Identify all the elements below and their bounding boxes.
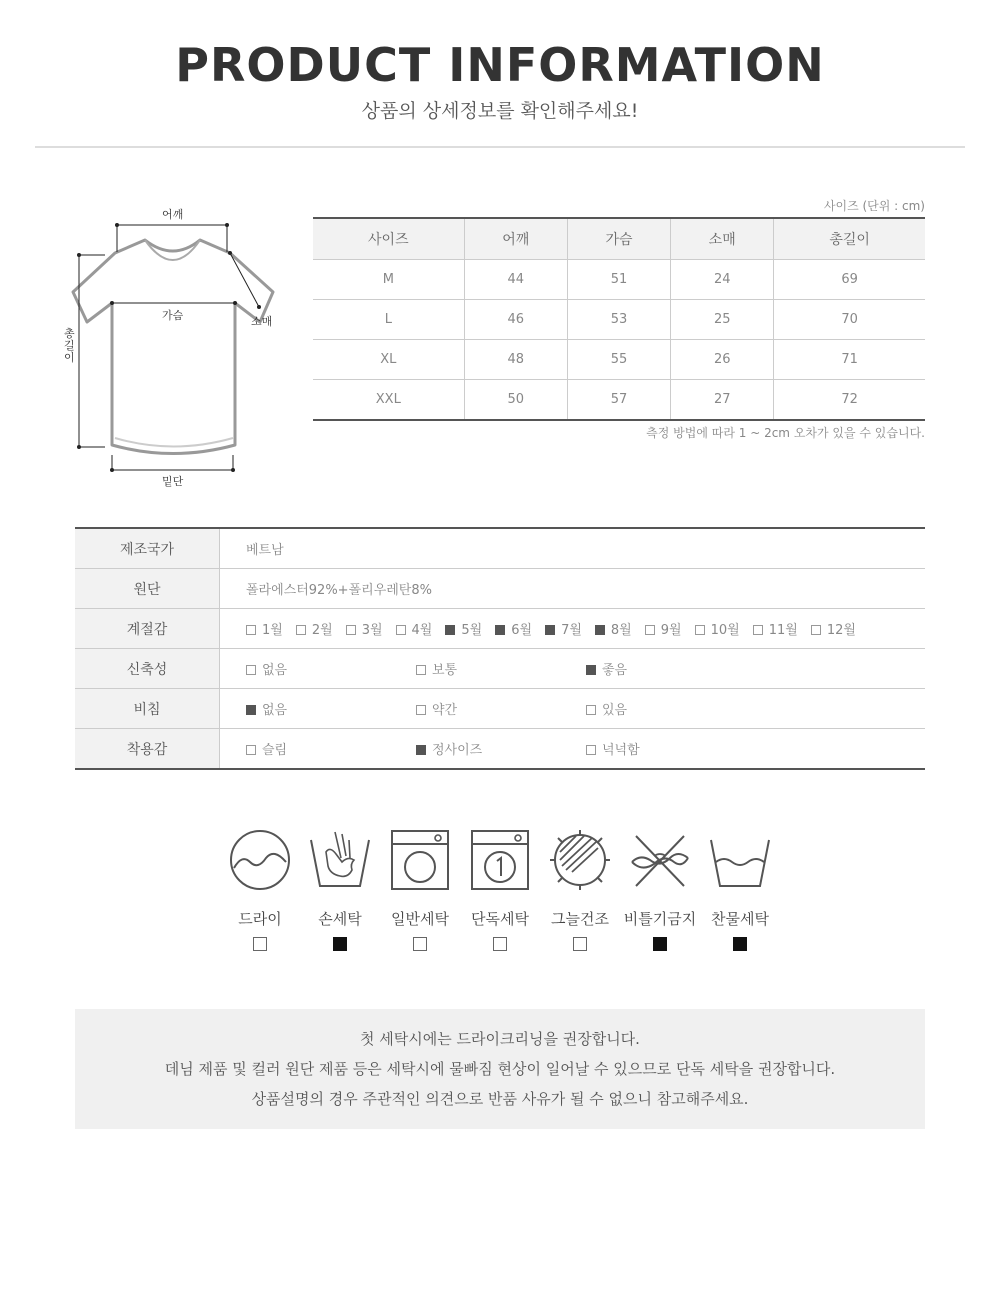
unchecked-box bbox=[645, 625, 655, 635]
notice-line: 첫 세탁시에는 드라이크리닝을 권장합니다. bbox=[360, 1030, 640, 1048]
option-item bbox=[246, 619, 283, 638]
option-item bbox=[645, 619, 682, 638]
row-label: 계절감 bbox=[75, 609, 220, 649]
table-cell: 48 bbox=[464, 340, 567, 380]
care-checkbox bbox=[333, 937, 347, 951]
care-label: 드라이 bbox=[238, 910, 282, 928]
option-item bbox=[586, 739, 756, 758]
hem-label: 밑단 bbox=[162, 475, 184, 488]
care-label: 단독세탁 bbox=[471, 910, 529, 928]
unchecked-box bbox=[396, 625, 406, 635]
option-item bbox=[695, 619, 740, 638]
fit-options bbox=[220, 729, 926, 770]
option-item bbox=[495, 619, 532, 638]
care-checkbox bbox=[653, 937, 667, 951]
table-cell: 46 bbox=[464, 300, 567, 340]
country-value: 베트남 bbox=[246, 543, 284, 558]
option-label: 7월 bbox=[561, 623, 582, 638]
option-label: 10월 bbox=[710, 623, 740, 638]
option-item bbox=[586, 659, 756, 678]
care-checkbox bbox=[253, 937, 267, 951]
table-cell: 25 bbox=[671, 300, 774, 340]
table-header-row bbox=[313, 218, 925, 260]
column-header: 총길이 bbox=[774, 218, 925, 260]
option-item bbox=[545, 619, 582, 638]
option-label: 9월 bbox=[660, 623, 682, 638]
unchecked-box bbox=[811, 625, 821, 635]
no-wring-icon bbox=[628, 828, 692, 892]
option-label: 2월 bbox=[311, 623, 333, 638]
care-item-hand-wash bbox=[300, 828, 380, 951]
table-cell: 72 bbox=[774, 380, 925, 421]
hand-wash-icon bbox=[308, 828, 372, 892]
option-item bbox=[586, 699, 756, 718]
row-label: 비침 bbox=[75, 689, 220, 729]
option-item bbox=[811, 619, 856, 638]
option-item bbox=[246, 699, 416, 718]
care-item-wash-separately bbox=[460, 828, 540, 951]
option-item bbox=[416, 659, 586, 678]
notice-line: 데님 제품 및 컬러 원단 제품 등은 세탁시에 물빠짐 현상이 일어날 수 있으므로 단독 세탁을 권장합니다. bbox=[164, 1060, 836, 1078]
option-label: 11월 bbox=[768, 623, 798, 638]
care-label: 그늘건조 bbox=[551, 910, 609, 928]
shoulder-label: 어깨 bbox=[162, 208, 184, 221]
option-item bbox=[246, 659, 416, 678]
option-item bbox=[396, 619, 433, 638]
checked-box bbox=[416, 745, 426, 755]
option-item bbox=[445, 619, 482, 638]
care-checkbox bbox=[493, 937, 507, 951]
table-cell: 26 bbox=[671, 340, 774, 380]
table-cell: 69 bbox=[774, 260, 925, 300]
sleeve-label: 소매 bbox=[251, 315, 273, 328]
fabric-value: 폴라에스터92%+폴리우레탄8% bbox=[220, 569, 926, 609]
unchecked-box bbox=[416, 705, 426, 715]
info-row-stretch bbox=[75, 649, 925, 689]
care-label: 찬물세탁 bbox=[711, 910, 769, 928]
option-label: 없음 bbox=[262, 663, 288, 678]
unchecked-box bbox=[296, 625, 306, 635]
option-label: 1월 bbox=[262, 623, 283, 638]
size-table bbox=[313, 217, 925, 421]
table-cell: 53 bbox=[567, 300, 670, 340]
info-row-fabric bbox=[75, 569, 925, 609]
unchecked-box bbox=[246, 665, 256, 675]
checked-box bbox=[246, 705, 256, 715]
table-cell: 50 bbox=[464, 380, 567, 421]
unchecked-box bbox=[753, 625, 763, 635]
row-label: 착용감 bbox=[75, 729, 220, 770]
unchecked-box bbox=[346, 625, 356, 635]
table-cell: 44 bbox=[464, 260, 567, 300]
option-label: 12월 bbox=[826, 623, 856, 638]
unit-note: 사이즈 (단위 : cm) bbox=[823, 199, 925, 213]
option-item bbox=[246, 739, 416, 758]
chest-label: 가슴 bbox=[162, 309, 184, 322]
care-label: 비틀기금지 bbox=[623, 910, 697, 928]
option-label: 슬림 bbox=[262, 743, 288, 758]
page-subtitle: 상품의 상세정보를 확인해주세요! bbox=[361, 100, 639, 122]
season-options bbox=[220, 609, 926, 649]
table-cell: L bbox=[313, 300, 464, 340]
option-item bbox=[595, 619, 632, 638]
option-item bbox=[416, 739, 586, 758]
option-item bbox=[296, 619, 333, 638]
unchecked-box bbox=[246, 745, 256, 755]
table-cell: 51 bbox=[567, 260, 670, 300]
unchecked-box bbox=[246, 625, 256, 635]
page-title: PRODUCT INFORMATION bbox=[175, 38, 825, 92]
sheer-options bbox=[220, 689, 926, 729]
option-label: 좋음 bbox=[602, 663, 628, 678]
option-label: 3월 bbox=[361, 623, 383, 638]
care-label: 일반세탁 bbox=[391, 910, 449, 928]
table-row bbox=[313, 340, 925, 380]
table-cell: XXL bbox=[313, 380, 464, 421]
dry-clean-icon bbox=[228, 828, 292, 892]
care-checkbox bbox=[733, 937, 747, 951]
table-cell: 71 bbox=[774, 340, 925, 380]
table-row bbox=[313, 300, 925, 340]
length-label: 총길이 bbox=[64, 327, 75, 364]
option-label: 정사이즈 bbox=[432, 743, 483, 758]
care-notice bbox=[75, 1009, 925, 1129]
column-header: 어깨 bbox=[464, 218, 567, 260]
care-item-no-wring bbox=[620, 828, 700, 951]
size-diagram bbox=[55, 200, 295, 500]
option-item bbox=[346, 619, 383, 638]
care-item-dry-clean bbox=[220, 828, 300, 951]
table-row bbox=[313, 260, 925, 300]
info-row-season bbox=[75, 609, 925, 649]
checked-box bbox=[545, 625, 555, 635]
tshirt-icon bbox=[55, 200, 295, 500]
option-label: 넉넉함 bbox=[602, 743, 640, 758]
row-label: 신축성 bbox=[75, 649, 220, 689]
option-label: 6월 bbox=[511, 623, 533, 638]
column-header: 사이즈 bbox=[313, 218, 464, 260]
checked-box bbox=[586, 665, 596, 675]
table-cell: 57 bbox=[567, 380, 670, 421]
column-header: 가슴 bbox=[567, 218, 670, 260]
unchecked-box bbox=[416, 665, 426, 675]
unchecked-box bbox=[695, 625, 705, 635]
stretch-options bbox=[220, 649, 926, 689]
table-cell: M bbox=[313, 260, 464, 300]
divider bbox=[35, 146, 965, 148]
row-label: 제조국가 bbox=[75, 528, 220, 569]
wash-separately-icon bbox=[468, 828, 532, 892]
table-cell: 24 bbox=[671, 260, 774, 300]
care-item-machine-wash bbox=[380, 828, 460, 951]
info-row-country bbox=[75, 528, 925, 569]
option-label: 없음 bbox=[262, 703, 288, 718]
unchecked-box bbox=[586, 745, 596, 755]
table-cell: 27 bbox=[671, 380, 774, 421]
table-cell: XL bbox=[313, 340, 464, 380]
machine-wash-icon bbox=[388, 828, 452, 892]
column-header: 소매 bbox=[671, 218, 774, 260]
checked-box bbox=[445, 625, 455, 635]
table-row bbox=[313, 380, 925, 421]
product-info-table bbox=[75, 527, 925, 770]
care-item-cold-wash bbox=[700, 828, 780, 951]
checked-box bbox=[495, 625, 505, 635]
info-row-fit bbox=[75, 729, 925, 770]
table-cell: 55 bbox=[567, 340, 670, 380]
care-label: 손세탁 bbox=[318, 910, 362, 928]
table-cell: 70 bbox=[774, 300, 925, 340]
care-checkbox bbox=[573, 937, 587, 951]
option-label: 있음 bbox=[602, 703, 628, 718]
measurement-note: 측정 방법에 따라 1 ~ 2cm 오차가 있을 수 있습니다. bbox=[646, 426, 925, 440]
info-row-sheer bbox=[75, 689, 925, 729]
row-label: 원단 bbox=[75, 569, 220, 609]
option-label: 8월 bbox=[610, 623, 632, 638]
option-label: 약간 bbox=[432, 703, 458, 718]
option-item bbox=[753, 619, 798, 638]
option-label: 보통 bbox=[432, 663, 458, 678]
care-checkbox bbox=[413, 937, 427, 951]
care-item-shade-dry bbox=[540, 828, 620, 951]
checked-box bbox=[595, 625, 605, 635]
option-item bbox=[416, 699, 586, 718]
notice-line: 상품설명의 경우 주관적인 의견으로 반품 사유가 될 수 없으니 참고해주세요. bbox=[251, 1090, 749, 1108]
shade-dry-icon bbox=[548, 828, 612, 892]
unchecked-box bbox=[586, 705, 596, 715]
option-label: 5월 bbox=[461, 623, 483, 638]
option-label: 4월 bbox=[411, 623, 433, 638]
cold-wash-icon bbox=[708, 828, 772, 892]
